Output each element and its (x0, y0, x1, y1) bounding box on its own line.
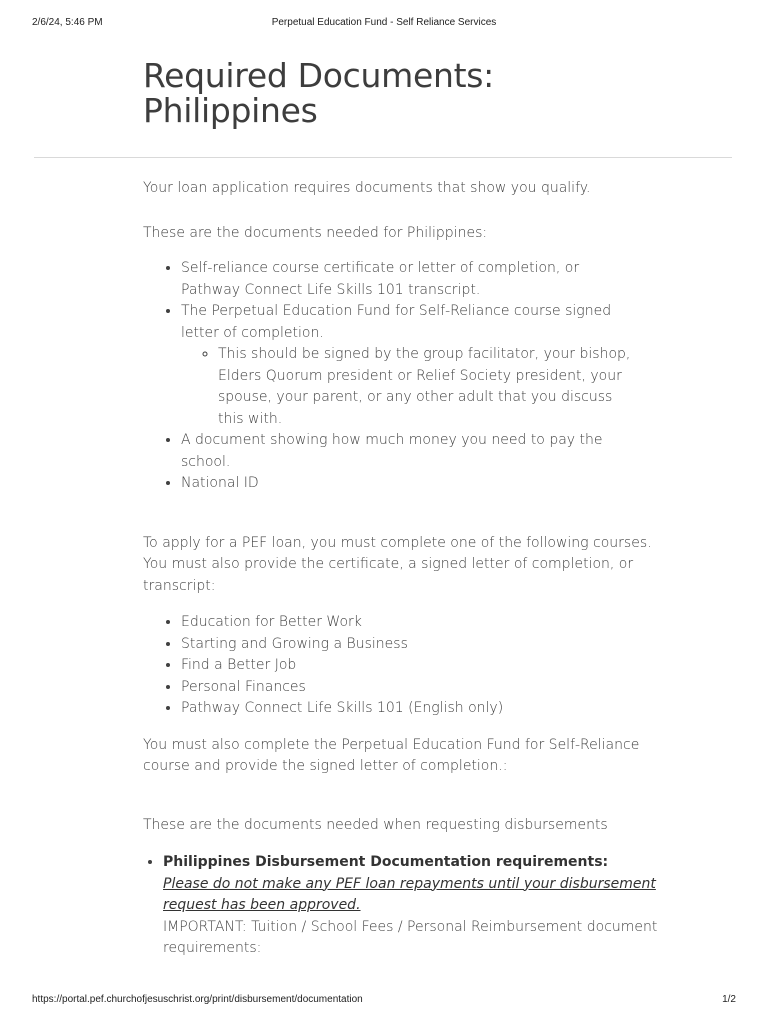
main-content (143, 178, 663, 960)
list-item: • Personal Finances (181, 677, 663, 699)
important-note: IMPORTANT: Tuition / School Fees / Personal Reimbursement document requirements: (163, 918, 658, 956)
title-divider (34, 157, 732, 158)
documents-lead: These are the documents needed for Philippines: (143, 224, 488, 241)
sub-list-item: ◦ This should be signed by the group facilitator, your bishop, Elders Quorum president or Relief Society president, your spouse, your parent, or any other adult that you discuss this with. (218, 344, 631, 430)
print-footer (0, 994, 768, 1010)
list-item: • Pathway Connect Life Skills 101 (English only) (181, 698, 663, 720)
list-item-text: The Perpetual Education Fund for Self-Reliance course signed letter of completion. (181, 303, 612, 341)
required-documents-list (143, 258, 631, 495)
repayment-warning-link[interactable]: Please do not make any PEF loan repayments until your disbursement request has been approved. (163, 875, 656, 913)
list-item: • Starting and Growing a Business (181, 634, 663, 656)
print-date: 2/6/24, 5:46 PM (32, 17, 103, 28)
print-document-title: Perpetual Education Fund - Self Reliance Services (271, 17, 497, 28)
list-item: • Self-reliance course certificate or letter of completion, or Pathway Connect Life Skills 101 transcript. (181, 258, 631, 301)
list-item: • National ID (181, 473, 631, 495)
intro-paragraph: Your loan application requires documents that show you qualify. (143, 180, 591, 196)
print-url: https://portal.pef.churchofjesuschrist.org/print/disbursement/documentation (32, 994, 363, 1005)
apply-paragraph: To apply for a PEF loan, you must complete one of the following courses. You must also provide the certificate, a signed letter of completion, or transcript: (143, 534, 652, 594)
page-title-line-2: Philippines (143, 91, 318, 130)
list-item: • Find a Better Job (181, 655, 663, 677)
also-complete-paragraph: You must also complete the Perpetual Education Fund for Self-Reliance course and provide the signed letter of completion.: (143, 736, 640, 774)
page-number: 1/2 (722, 994, 736, 1005)
disbursement-lead: These are the documents needed when requesting disbursements (143, 816, 608, 833)
courses-list (143, 612, 663, 720)
disbursement-list (143, 852, 663, 960)
page-title (143, 58, 643, 128)
list-item: • A document showing how much money you need to pay the school. (181, 430, 631, 473)
list-item: • Education for Better Work (181, 612, 663, 634)
print-header (0, 17, 768, 33)
list-item (181, 301, 631, 430)
page-title-line-1: Required Documents: (143, 56, 494, 95)
disbursement-requirements-title: Philippines Disbursement Documentation requirements: (163, 854, 609, 870)
sub-list (181, 344, 631, 430)
list-item (163, 852, 663, 960)
